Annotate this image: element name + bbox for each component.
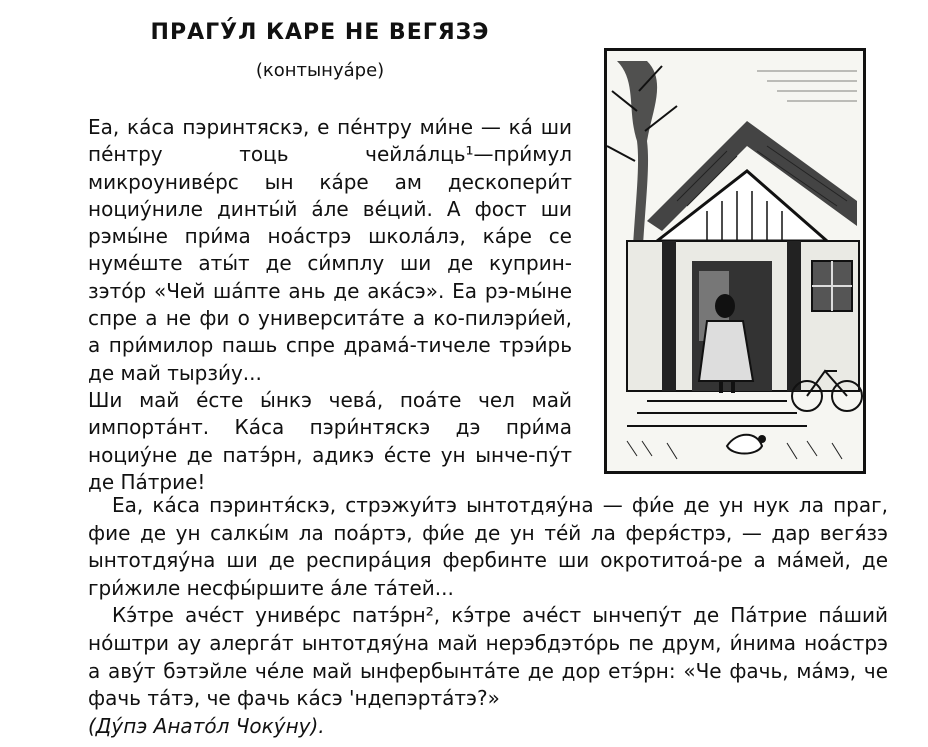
paragraph-3: Еа, ка́са пэринтя́скэ, стрэжуи́тэ ынтотдяу́на — фи́е де ун нук ла праг, фие де ун салкы́м ла поа́ртэ, фи́е де ун те́й ла феря́стрэ, — дар вегя́зэ ынтотдяу́на ши де респира́ция фербинте ши окротитоа́-ре а ма́мей, де гри́жиле несфы́ршите а́ле та́тей... xyxy=(88,493,888,600)
house-drawing-icon xyxy=(607,51,863,471)
paragraph-4: Кэ́тре аче́ст униве́рс патэ́рн², кэ́тре аче́ст ынчепу́т де Па́трие па́ший но́штри ау алерга́т ынтотдяу́на май нерэбдэто́рь пе друм, и́нима ноа́стрэ а аву́т бэтэйле че́ле май ынфербынта́те де дор етэ́рн: «Че фачь, ма́мэ, че фачь та́тэ, че фачь ка́сэ 'ндепэрта́тэ?» xyxy=(88,603,888,711)
paragraph-1: Еа, ка́са пэринтяскэ, е пе́нтру ми́не — ка́ ши пе́нтру тоць чейла́лць¹—при́мул микроунивéрс ын ка́ре ам дескопери́т ноциу́ниле динты́й а́ле ве́ций. А фост ши рэмы́не при́ма ноа́стрэ школа́лэ, ка́ре се нуме́ште аты́т де си́мплу ши де куприн-зэто́р «Чей ша́пте ань де ака́сэ». Еа рэ-мы́не спре а не фи о университа́те а ко-пилэри́ей, а при́милор пашь спре драма́-тичеле трэи́рь де май тырзи́у... xyxy=(88,115,572,385)
author-attribution: (Ду́пэ Анато́л Чоку́ну). xyxy=(88,713,325,738)
page-title: ПРАГУ́Л КАРЕ НЕ ВЕГЯЗЭ xyxy=(150,20,490,45)
text-column-left xyxy=(88,114,572,496)
house-illustration xyxy=(604,48,866,474)
paragraph-2: Ши май е́сте ы́нкэ чева́, поа́те чел май импорта́нт. Ка́са пэри́нтяскэ дэ при́ма ноциу́не де патэ́рн, адикэ е́сте ун ынче-пу́т де Па́трие! xyxy=(88,387,572,494)
text-column-full xyxy=(88,492,888,740)
page-subtitle: (контынуа́ре) xyxy=(255,60,385,81)
